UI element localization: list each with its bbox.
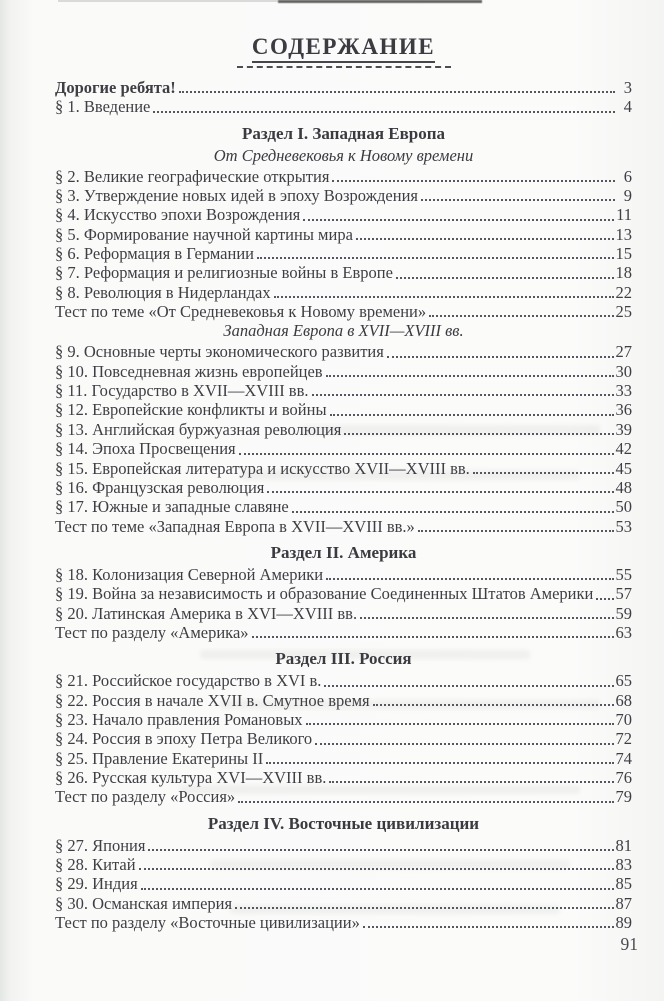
dotted-leader [356, 238, 614, 240]
toc-entry-page-number: 48 [615, 477, 632, 497]
dotted-leader [332, 180, 615, 182]
toc-entry-title: § 9. Основные черты экономического развития [55, 342, 384, 362]
toc-entry-title: § 20. Латинская Америка в XVI—XVIII вв. [55, 603, 358, 623]
toc-entry-title: Тест по разделу «Америка» [55, 622, 249, 642]
toc-entry-title: § 26. Русская культура XVI—XVIII вв. [55, 767, 327, 787]
toc-entry [55, 244, 632, 263]
toc-entry-title: § 1. Введение [55, 97, 151, 117]
toc-entry-title: § 11. Государство в XVII—XVIII вв. [55, 381, 309, 401]
toc-entry-page-number: 59 [615, 603, 632, 623]
page-number: 91 [620, 934, 638, 954]
dotted-leader [324, 685, 613, 687]
toc-entry-title: § 23. Начало правления Романовых [55, 709, 303, 729]
toc-entry [55, 855, 632, 874]
dotted-leader [363, 926, 614, 928]
toc-entry-title: § 13. Английская буржуазная революция [55, 419, 342, 439]
dotted-leader [239, 453, 614, 455]
toc-entry-page-number: 39 [615, 419, 632, 439]
toc-entry-title: § 28. Китай [55, 855, 136, 874]
toc-entry-page-number: 70 [615, 709, 632, 729]
toc-entry-title: § 10. Повседневная жизнь европейцев [55, 361, 323, 381]
dotted-leader [179, 91, 615, 93]
scan-edge-light-strip [58, 0, 278, 2]
toc-entry [55, 478, 632, 497]
dotted-leader [421, 199, 615, 201]
toc-entry-page-number: 36 [615, 400, 632, 420]
dotted-leader [418, 530, 614, 532]
toc-entry [55, 584, 632, 603]
toc-entry-title: § 22. Россия в начале XVII в. Смутное время [55, 690, 370, 710]
dotted-leader [387, 356, 614, 358]
toc-entry-page-number: 57 [615, 584, 632, 604]
dotted-leader [292, 511, 614, 513]
toc-section-heading: Раздел IV. Восточные цивилизации [207, 813, 480, 833]
toc-entry-title: § 18. Колонизация Северной Америки [55, 564, 324, 584]
toc-entry-page-number: 22 [615, 282, 632, 302]
toc-entry-page-number: 13 [615, 224, 632, 244]
dotted-leader [141, 888, 614, 890]
toc-entry-title: Дорогие ребята! [55, 78, 176, 97]
dotted-leader [235, 907, 613, 909]
toc-entry-title: § 16. Французская революция [55, 477, 265, 497]
toc-entry-page-number: 53 [615, 516, 632, 536]
dotted-leader [329, 781, 613, 783]
toc-entry [55, 97, 632, 116]
toc-entry-title: § 8. Революция в Нидерландах [55, 282, 271, 302]
toc-entry-title: § 7. Реформация и религиозные войны в Европе [55, 263, 393, 283]
dotted-leader [473, 472, 614, 474]
toc-entry-title: § 15. Европейская литература и искусство XVII—XVIII вв. [55, 458, 470, 478]
dotted-leader [148, 849, 613, 851]
toc-entry [55, 894, 632, 913]
toc-entry [55, 459, 632, 478]
toc-entry-title: § 30. Османская империя [55, 893, 233, 913]
dotted-leader [373, 704, 614, 706]
toc-entry [55, 263, 632, 282]
toc-entry-page-number: 4 [623, 97, 632, 117]
toc-entry [55, 565, 632, 584]
toc-entry-title: § 29. Индия [55, 874, 138, 894]
toc-entry-page-number: 65 [615, 671, 632, 691]
toc-entry [55, 749, 632, 768]
toc-entry [55, 913, 632, 932]
toc-entry [55, 381, 632, 400]
toc-entry-page-number: 68 [615, 690, 632, 710]
dotted-leader [153, 111, 615, 113]
toc-entry-title: Тест по теме «От Средневековья к Новому времени» [55, 302, 427, 322]
toc-entry-page-number: 76 [615, 767, 632, 787]
toc-entry-title: § 17. Южные и западные славяне [55, 497, 289, 517]
dotted-leader [326, 578, 613, 580]
toc-entry [55, 517, 632, 536]
dotted-leader [330, 414, 614, 416]
dotted-leader [312, 394, 614, 396]
toc-entry [55, 283, 632, 302]
toc-entry [55, 768, 632, 787]
dotted-leader [267, 491, 613, 493]
toc-entry-title: § 3. Утверждение новых идей в эпоху Возрождения [55, 186, 418, 206]
toc-entry-title: § 12. Европейские конфликты и войны [55, 400, 327, 420]
toc-list [55, 78, 632, 932]
toc-entry-page-number: 30 [615, 361, 632, 381]
dotted-leader [396, 277, 614, 279]
toc-entry-title: § 25. Правление Екатерины II [55, 748, 264, 768]
dotted-leader [252, 636, 614, 638]
toc-entry [55, 604, 632, 623]
dotted-leader [238, 801, 613, 803]
toc-entry-title: § 19. Война за независимость и образование Соединенных Штатов Америки [55, 584, 594, 604]
dotted-leader [326, 375, 614, 377]
dotted-leader [306, 723, 614, 725]
toc-entry [55, 439, 632, 458]
toc-entry [55, 874, 632, 893]
dotted-leader [596, 598, 613, 600]
toc-entry-title: Тест по разделу «Россия» [55, 787, 236, 807]
toc-entry [55, 836, 632, 855]
toc-entry [55, 225, 632, 244]
toc-entry-page-number: 6 [623, 166, 632, 186]
toc-entry-page-number: 50 [615, 497, 632, 517]
toc-entry-page-number: 33 [615, 381, 632, 401]
toc-entry-page-number: 15 [615, 244, 632, 264]
toc-entry-title: Тест по разделу «Восточные цивилизации» [55, 913, 360, 933]
toc-subsection-heading: От Средневековья к Новому времени [213, 145, 474, 165]
toc-entry-page-number: 83 [615, 855, 632, 874]
dotted-leader [303, 219, 614, 221]
toc-entry-title: § 6. Реформация в Германии [55, 244, 254, 264]
toc-entry [55, 691, 632, 710]
toc-entry-page-number: 87 [615, 893, 632, 913]
toc-entry-page-number: 63 [615, 622, 632, 642]
toc-entry-title: § 2. Великие географические открытия [55, 166, 330, 186]
dotted-leader [139, 868, 614, 870]
toc-section-heading: Раздел I. Западная Европа [241, 123, 446, 143]
toc-entry-page-number: 9 [623, 186, 632, 206]
toc-entry [55, 302, 632, 321]
toc-entry [55, 78, 632, 97]
toc-subsection-heading: Западная Европа в XVII—XVIII вв. [223, 321, 464, 341]
dotted-leader [429, 315, 613, 317]
toc-title-block [55, 34, 632, 68]
toc-entry [55, 497, 632, 516]
toc-entry-page-number: 25 [615, 302, 632, 322]
toc-entry [55, 623, 632, 642]
title-dashed-underline [237, 66, 451, 68]
toc-entry-page-number: 27 [615, 342, 632, 362]
dotted-leader [266, 762, 613, 764]
toc-entry-page-number: 55 [615, 564, 632, 584]
toc-entry-page-number: 89 [615, 913, 632, 933]
page-title: СОДЕРЖАНИЕ [252, 34, 435, 63]
toc-entry [55, 362, 632, 381]
toc-entry-title: § 4. Искусство эпохи Возрождения [55, 205, 301, 225]
dotted-leader [344, 433, 613, 435]
toc-entry [55, 400, 632, 419]
toc-entry-title: § 14. Эпоха Просвещения [55, 439, 236, 459]
toc-entry-page-number: 85 [615, 874, 632, 894]
toc-entry [55, 186, 632, 205]
toc-entry [55, 342, 632, 361]
toc-entry-page-number: 11 [616, 205, 632, 225]
toc-entry-page-number: 18 [615, 263, 632, 283]
dotted-leader [360, 617, 613, 619]
toc-entry [55, 420, 632, 439]
toc-entry-title: § 5. Формирование научной картины мира [55, 224, 353, 244]
toc-entry-title: § 21. Российское государство в XVI в. [55, 671, 322, 691]
toc-entry-page-number: 42 [615, 439, 632, 459]
toc-entry [55, 167, 632, 186]
toc-entry-page-number: 81 [615, 835, 632, 855]
toc-entry [55, 729, 632, 748]
toc-entry-title: § 27. Япония [55, 835, 146, 855]
toc-section-heading: Раздел III. Россия [275, 649, 412, 669]
scan-edge-dark-strip [278, 0, 482, 3]
toc-entry [55, 710, 632, 729]
toc-entry-page-number: 72 [615, 729, 632, 749]
toc-entry [55, 671, 632, 690]
toc-entry-title: § 24. Россия в эпоху Петра Великого [55, 729, 313, 749]
toc-entry-page-number: 3 [623, 78, 632, 97]
toc-entry-page-number: 45 [615, 458, 632, 478]
toc-section-heading: Раздел II. Америка [270, 542, 417, 562]
toc-entry [55, 205, 632, 224]
dotted-leader [257, 257, 614, 259]
toc-entry-title: Тест по теме «Западная Европа в XVII—XVIII вв.» [55, 516, 415, 536]
toc-entry-page-number: 79 [615, 787, 632, 807]
dotted-leader [274, 296, 614, 298]
toc-entry [55, 787, 632, 806]
toc-entry-page-number: 74 [615, 748, 632, 768]
dotted-leader [315, 743, 613, 745]
